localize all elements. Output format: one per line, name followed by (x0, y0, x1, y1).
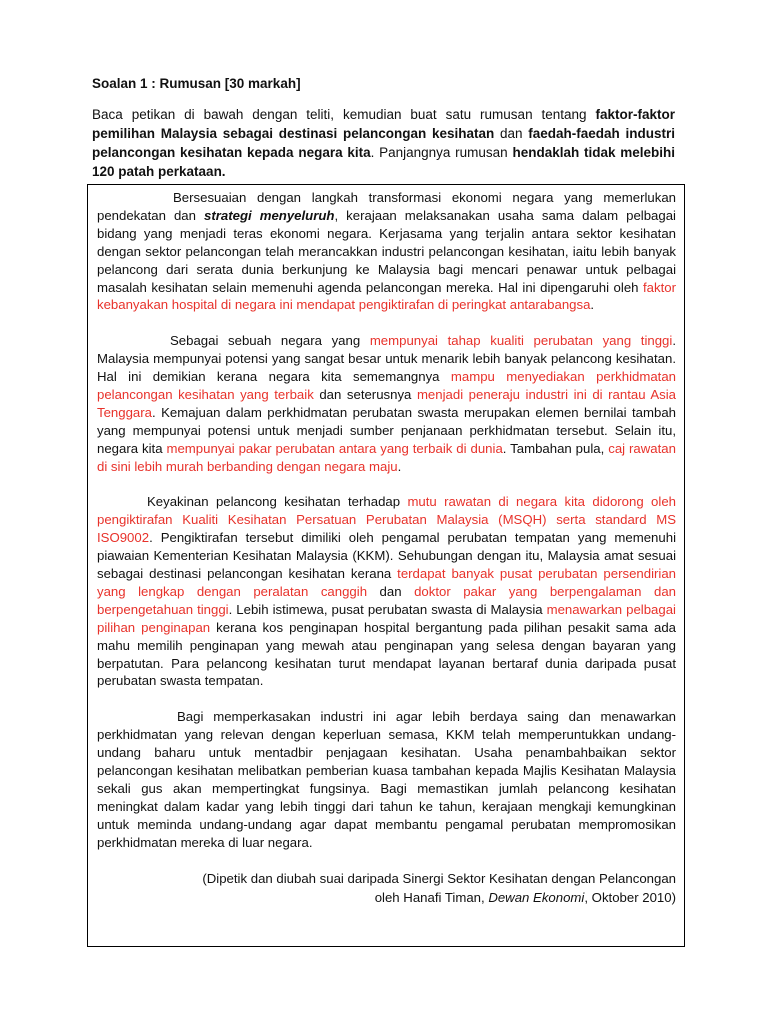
passage-highlight: menjadi peneraju industri ini di rantau Asia Tenggara (97, 386, 676, 420)
citation-line-1: (Dipetik dan diubah suai daripada Sinergi Sektor Kesihatan dengan Pelancongan (202, 871, 676, 887)
passage-text: . Lebih istimewa, pusat perubatan swasta di Malaysia (228, 601, 547, 617)
passage-highlight: mampu menyediakan perkhidmatan pelancongan kesihatan yang terbaik (97, 369, 676, 402)
instruction-part: dan (494, 126, 529, 141)
passage-text: . Tambahan pula, (502, 440, 609, 456)
instruction-part: . Panjangnya rumusan (370, 145, 513, 160)
passage-keyword: strategi menyeluruh (204, 207, 335, 223)
passage-text: kerana kos penginapan hospital bergantung pada pilihan pesakit sama ada mahu memilih penginapan yang mewah atau penginapan yang selesa dengan bayaran yang berpatutan. Para pelancong kesihatan turut mendapat layanan bertaraf dunia daripada pusat perubatan swasta tempatan. (97, 619, 676, 689)
passage-text: . Pengiktirafan tersebut dimiliki oleh pengamal perubatan tempatan yang memenuhi piawaian Kementerian Kesihatan Malaysia (KKM). Sehubungan dengan itu, Malaysia amat sesuai sebagai destinasi pelancongan kesihatan kerana (97, 530, 676, 581)
passage-text: . (590, 297, 595, 313)
instruction-part: Baca petikan di bawah dengan teliti, kemudian buat satu rumusan tentang (92, 107, 596, 122)
passage-text: Bagi memperkasakan industri ini agar lebih berdaya saing dan menawarkan perkhidmatan yang relevan dengan keperluan semasa, KKM telah memperuntukkan undang-undang baharu untuk mentadbir penjagaan kesihatan. Usaha penambahbaikan sektor pelancongan kesihatan melibatkan pemberian kuasa tambahan kepada Majlis Kesihatan Malaysia sekali gus akan mempertingkat fungsinya. Bagi memastikan jumlah pelancong kesihatan meningkat dalam kadar yang lebih tinggi dari tahun ke tahun, kerajaan mengkaji kemungkinan untuk meminda undang-undang agar dapat membantu pengamal perubatan mempromosikan perkhidmatan mereka di luar negara. (97, 709, 676, 850)
passage-text: , kerajaan melaksanakan usaha sama dalam pelbagai bidang yang menjadi teras ekonomi negara. Kerjasama yang terjalin antara sektor kesihatan dengan sektor pelancongan telah merancakkan industri pelancongan kesihatan, iaitu lebih banyak pelancong dari serata dunia berkunjung ke Malaysia bagi mencari penawar untuk pelbagai masalah kesihatan selain memenuhi agenda pelancongan mereka. Hal ini dipengaruhi oleh (97, 207, 676, 295)
passage-citation (97, 869, 676, 907)
instruction-text (92, 105, 675, 181)
passage-paragraph-3 (97, 493, 676, 690)
passage-highlight: mempunyai pakar perubatan antara yang terbaik di dunia (166, 440, 503, 456)
passage-text: Sebagai sebuah negara yang (170, 333, 370, 349)
passage-text: dan (367, 583, 415, 599)
citation-date: , Oktober 2010) (584, 890, 676, 906)
passage-paragraph-2 (97, 332, 676, 475)
passage-text: . Kemajuan dalam perkhidmatan perubatan swasta merupakan elemen bernilai tambah yang mempunyai potensi untuk menjadi sumber penjanaan perkhidmatan tersebut. Selain itu, negara kita (97, 404, 676, 456)
instruction-emphasis: hendaklah tidak melebihi 120 patah perkataan. (92, 145, 675, 179)
passage-highlight: caj rawatan di sini lebih murah berbanding dengan negara maju (97, 440, 676, 474)
passage-highlight: mutu rawatan di negara kita didorong oleh pengiktirafan Kualiti Kesihatan Persatuan Perubatan Malaysia (MSQH) serta standard MS ISO9002 (97, 494, 676, 546)
citation-publication: Dewan Ekonomi (488, 890, 585, 906)
passage-text: Keyakinan pelancong kesihatan terhadap (147, 494, 408, 510)
passage-text: . Malaysia mempunyai potensi yang sangat besar untuk menarik lebih banyak pelancong kesihatan. Hal ini demikian kerana negara kita sememangnya (97, 333, 676, 385)
instruction-emphasis: faedah-faedah industri pelancongan kesihatan kepada negara kita (92, 126, 675, 160)
passage-paragraph-4 (97, 708, 676, 851)
citation-line-2 (97, 888, 676, 907)
question-title: Soalan 1 : Rumusan [30 markah] (92, 76, 301, 91)
passage-highlight: doktor pakar yang berpengalaman dan berpengetahuan tinggi (97, 583, 676, 617)
passage-highlight: menawarkan pelbagai pilihan penginapan (97, 601, 676, 635)
citation-author: oleh Hanafi Timan, (374, 890, 489, 906)
instruction-emphasis: faktor-faktor pemilihan Malaysia sebagai destinasi pelancongan kesihatan (92, 107, 675, 141)
passage-paragraph-1 (97, 189, 676, 314)
passage-text: . (397, 458, 402, 474)
passage-highlight: faktor kebanyakan hospital di negara ini mendapat pengiktirafan di peringkat antarabangsa (97, 279, 676, 313)
passage-box (87, 184, 685, 947)
passage-text: Bersesuaian dengan langkah transformasi ekonomi negara yang memerlukan pendekatan dan (97, 190, 676, 223)
passage-text: dan seterusnya (313, 386, 417, 402)
passage-highlight: terdapat banyak pusat perubatan persendirian yang lengkap dengan peralatan canggih (97, 566, 676, 599)
passage-highlight: mempunyai tahap kualiti perubatan yang tinggi (369, 333, 673, 349)
